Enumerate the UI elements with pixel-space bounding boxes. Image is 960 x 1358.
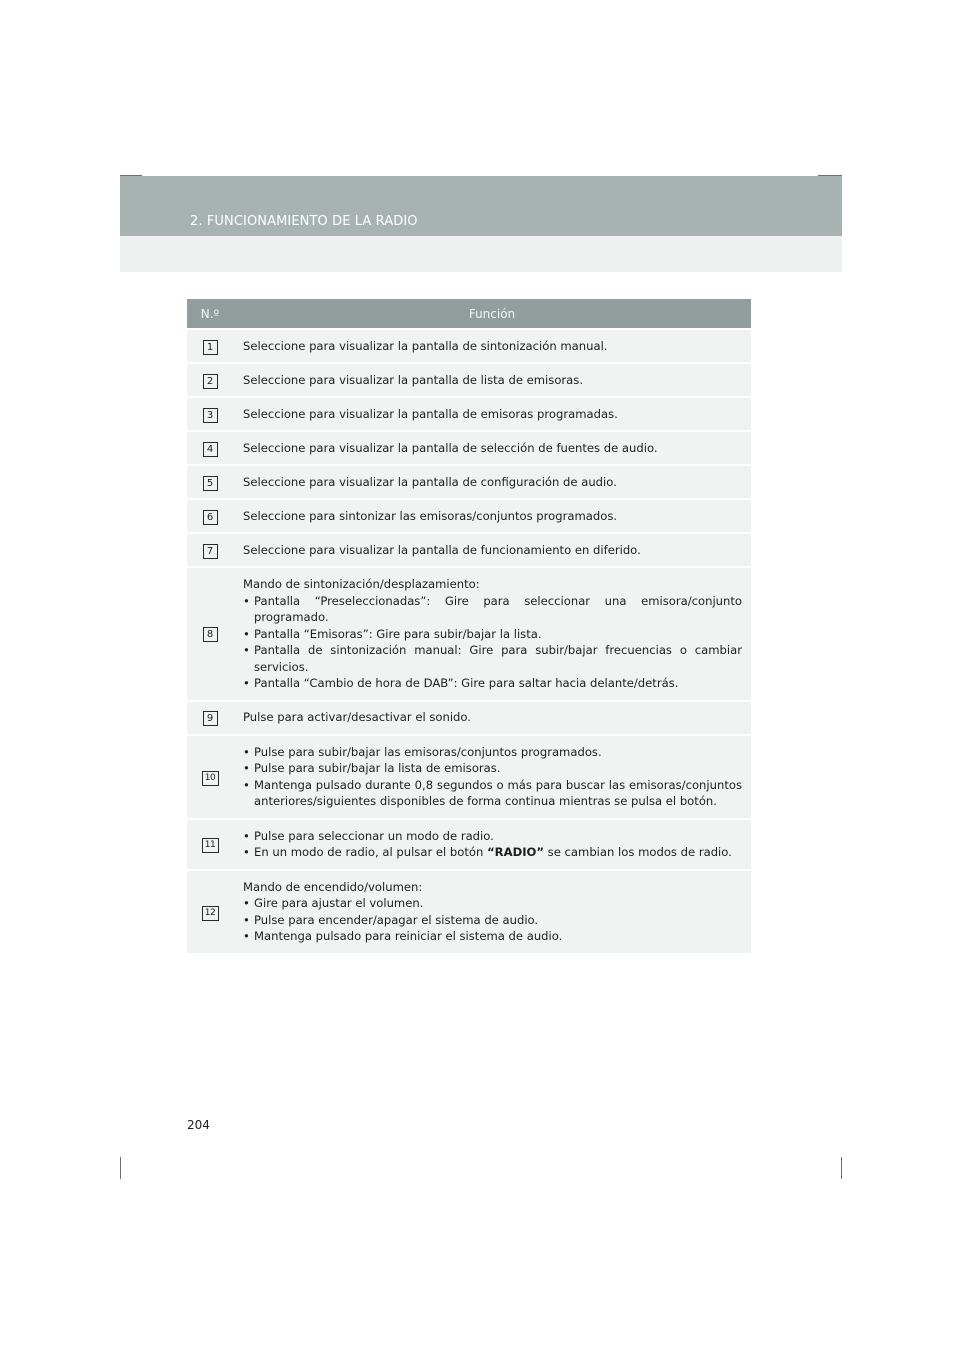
table-row — [187, 499, 751, 533]
bullet-text: se cambian los modos de radio. — [544, 845, 732, 859]
function-intro: Mando de sintonización/desplazamiento: — [243, 577, 480, 591]
callout-number-box: 11 — [202, 838, 219, 853]
crop-mark-bottom-right — [841, 1157, 842, 1179]
table-row — [187, 567, 751, 701]
bullet-list — [243, 593, 742, 692]
bullet-item: • Pantalla “Preseleccionadas”: Gire para seleccionar una emisora/conjunto programado. — [243, 593, 742, 626]
bullet-item: • Pantalla “Emisoras”: Gire para subir/bajar la lista. — [243, 626, 742, 643]
callout-number-box: 3 — [203, 408, 218, 423]
table-row — [187, 701, 751, 735]
radio-button-reference: “RADIO” — [487, 845, 544, 859]
table-row — [187, 363, 751, 397]
table-row — [187, 329, 751, 363]
callout-number-box: 12 — [202, 906, 219, 921]
bullet-item: • Pantalla “Cambio de hora de DAB”: Gire para saltar hacia delante/detrás. — [243, 675, 742, 692]
bullet-item: • Pulse para subir/bajar las emisoras/conjuntos programados. — [243, 744, 742, 761]
table-row — [187, 533, 751, 567]
section-header-subband — [120, 236, 842, 272]
bullet-item — [243, 844, 742, 861]
callout-number-box: 7 — [203, 544, 218, 559]
bullet-item: • Mantenga pulsado durante 0,8 segundos o más para buscar las emisoras/conjuntos anteriores/siguientes disponibles de forma continua mientras se pulsa el botón. — [243, 777, 742, 810]
table-row — [187, 870, 751, 953]
table-row — [187, 397, 751, 431]
bullet-item: • Mantenga pulsado para reiniciar el sistema de audio. — [243, 928, 742, 945]
function-text: Seleccione para visualizar la pantalla de emisoras programadas. — [233, 397, 751, 431]
callout-number-box: 9 — [203, 711, 218, 726]
callout-number-box: 10 — [202, 771, 219, 786]
crop-mark-bottom-left — [120, 1157, 121, 1179]
table-row — [187, 465, 751, 499]
table-row — [187, 819, 751, 870]
column-header-function: Función — [233, 299, 751, 329]
function-intro: Mando de encendido/volumen: — [243, 879, 423, 894]
table-row — [187, 735, 751, 819]
section-header — [120, 176, 842, 236]
bullet-list — [243, 895, 742, 945]
bullet-item: • Pantalla de sintonización manual: Gire para subir/bajar frecuencias o cambiar servicios. — [243, 642, 742, 675]
bullet-list — [243, 828, 742, 861]
bullet-text: En un modo de radio, al pulsar el botón — [254, 845, 488, 859]
callout-number-box: 8 — [203, 627, 218, 642]
function-text: Seleccione para visualizar la pantalla de sintonización manual. — [233, 329, 751, 363]
function-text: Seleccione para visualizar la pantalla de funcionamiento en diferido. — [233, 533, 751, 567]
section-title: 2. FUNCIONAMIENTO DE LA RADIO — [190, 214, 418, 229]
callout-number-box: 5 — [203, 476, 218, 491]
function-text: Seleccione para visualizar la pantalla de selección de fuentes de audio. — [233, 431, 751, 465]
bullet-item: • Pulse para subir/bajar la lista de emisoras. — [243, 760, 742, 777]
bullet-item: • Gire para ajustar el volumen. — [243, 895, 742, 912]
bullet-item: • Pulse para encender/apagar el sistema de audio. — [243, 912, 742, 929]
bullet-list — [243, 744, 742, 810]
callout-number-box: 2 — [203, 374, 218, 389]
table-row — [187, 431, 751, 465]
callout-number-box: 6 — [203, 510, 218, 525]
function-text: Pulse para activar/desactivar el sonido. — [233, 701, 751, 735]
function-text: Seleccione para visualizar la pantalla de lista de emisoras. — [233, 363, 751, 397]
table-header-row — [187, 299, 751, 329]
bullet-item: • Pulse para seleccionar un modo de radio. — [243, 828, 742, 845]
function-table — [187, 299, 751, 953]
function-text: Seleccione para sintonizar las emisoras/conjuntos programados. — [233, 499, 751, 533]
callout-number-box: 4 — [203, 442, 218, 457]
callout-number-box: 1 — [203, 340, 218, 355]
function-text: Seleccione para visualizar la pantalla de configuración de audio. — [233, 465, 751, 499]
column-header-number: N.º — [187, 299, 233, 329]
page-number: 204 — [187, 1118, 210, 1132]
